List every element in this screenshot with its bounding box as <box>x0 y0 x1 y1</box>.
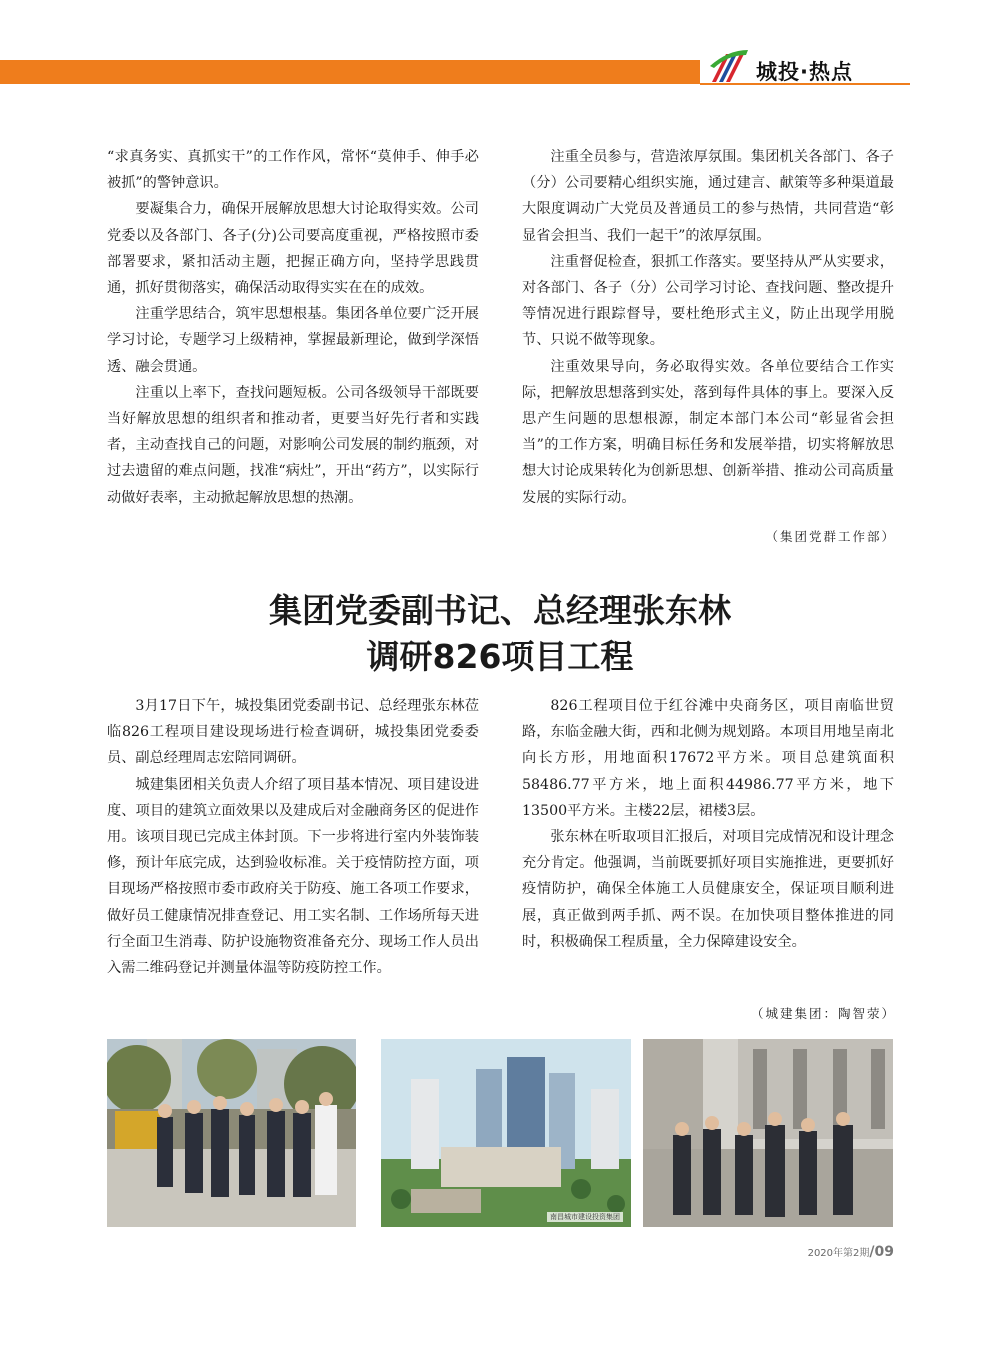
article1-column-left <box>107 144 479 511</box>
article2-paragraph: 826工程项目位于红谷滩中央商务区，项目南临世贸路，东临金融大街，西和北侧为规划路。本项目用地呈南北向长方形，用地面积17672平方米。项目总建筑面积58486.77平方米，地上面积44986.77平方米，地下13500平方米。主楼22层，裙楼3层。 <box>522 698 894 819</box>
photo-construction-site-visit <box>643 1039 893 1227</box>
article2-signature: （城建集团：陶智荥） <box>750 1006 896 1021</box>
photo-site-inspection-group <box>107 1039 356 1227</box>
article1-paragraph: 要凝集合力，确保开展解放思想大讨论取得实效。公司党委以及各部门、各子(分)公司要高度重视，严格按照市委部署要求，紧扣活动主题，把握正确方向，坚持学思践贯通，抓好贯彻落实，确保活动取得实实在在的成效。 <box>107 201 479 297</box>
section-title: 城投·热点 <box>756 60 853 84</box>
article2-paragraph: 3月17日下午，城投集团党委副书记、总经理张东林莅临826工程项目建设现场进行检查调研，城投集团党委委员、副总经理周志宏陪同调研。 <box>107 698 479 767</box>
article1-paragraph: 注重以上率下，查找问题短板。公司各级领导干部既要当好解放思想的组织者和推动者，更要当好先行者和实践者，主动查找自己的问题，对影响公司发展的制约瓶颈，对过去遗留的难点问题，找准“病灶”，开出“药方”，以实际行动做好表率，主动掀起解放思想的热潮。 <box>107 384 479 506</box>
article2-paragraph: 城建集团相关负责人介绍了项目基本情况、项目建设进度、项目的建筑立面效果以及建成后对金融商务区的促进作用。该项目现已完成主体封顶。下一步将进行室内外装饰装修，预计年底完成，达到验收标准。关于疫情防控方面，项目现场严格按照市委市政府关于防疫、施工各项工作要求，做好员工健康情况排查登记、用工实名制、工作场所每天进行全面卫生消毒、防护设施物资准备充分、现场工作人员出入需二维码登记并测量体温等防疫防控工作。 <box>107 776 479 977</box>
article1-signature: （集团党群工作部） <box>765 529 896 544</box>
photo-project-rendering <box>381 1039 631 1227</box>
article1-paragraph: 注重督促检查，狠抓工作落实。要坚持从严从实要求，对各部门、各子（分）公司学习讨论、查找问题、整改提升等情况进行跟踪督导，要杜绝形式主义，防止出现学用脱节、只说不做等现象。 <box>522 253 894 349</box>
article2-paragraph: 张东林在听取项目汇报后，对项目完成情况和设计理念充分肯定。他强调，当前既要抓好项目实施推进，更要抓好疫情防护，确保全体施工人员健康安全，保证项目顺利进展，真正做到两手抓、两不误。在加快项目整体推进的同时，积极确保工程质量，全力保障建设安全。 <box>522 829 894 950</box>
article2-column-right <box>522 693 894 955</box>
article2-title-line2: 调研826项目工程 <box>366 637 634 676</box>
header-color-band <box>0 60 700 84</box>
photo-watermark: 南昌城市建设投资集团 <box>547 1212 623 1222</box>
issue-number <box>808 1241 894 1260</box>
article1-column-right <box>522 144 894 511</box>
article1-paragraph: 注重全员参与，营造浓厚氛围。集团机关各部门、各子（分）公司要精心组织实施，通过建言、献策等多种渠道最大限度调动广大党员及普通员工的参与热情，共同营造“彰显省会担当、我们一起干”的浓厚氛围。 <box>522 149 894 244</box>
company-logo-icon <box>706 46 750 86</box>
article1-paragraph: “求真务实、真抓实干”的工作作风，常怀“莫伸手、伸手必被抓”的警钟意识。 <box>107 149 479 192</box>
issue-label: 2020年第2期 <box>807 1248 870 1259</box>
article2-title-line1: 集团党委副书记、总经理张东林 <box>269 591 731 630</box>
article1-paragraph: 注重学思结合，筑牢思想根基。集团各单位要广泛开展学习讨论，专题学习上级精神，掌握最新理论，做到学深悟透、融会贯通。 <box>107 306 479 375</box>
article2-column-left <box>107 693 479 981</box>
article1-paragraph: 注重效果导向，务必取得实效。各单位要结合工作实际，把解放思想落到实处，落到每件具体的事上。要深入反思产生问题的思想根源，制定本部门本公司“彰显省会担当”的工作方案，明确目标任务和发展举措，切实将解放思想大讨论成果转化为创新思想、创新举措、推动公司高质量发展的实际行动。 <box>522 358 894 506</box>
page-number: /09 <box>869 1244 894 1260</box>
